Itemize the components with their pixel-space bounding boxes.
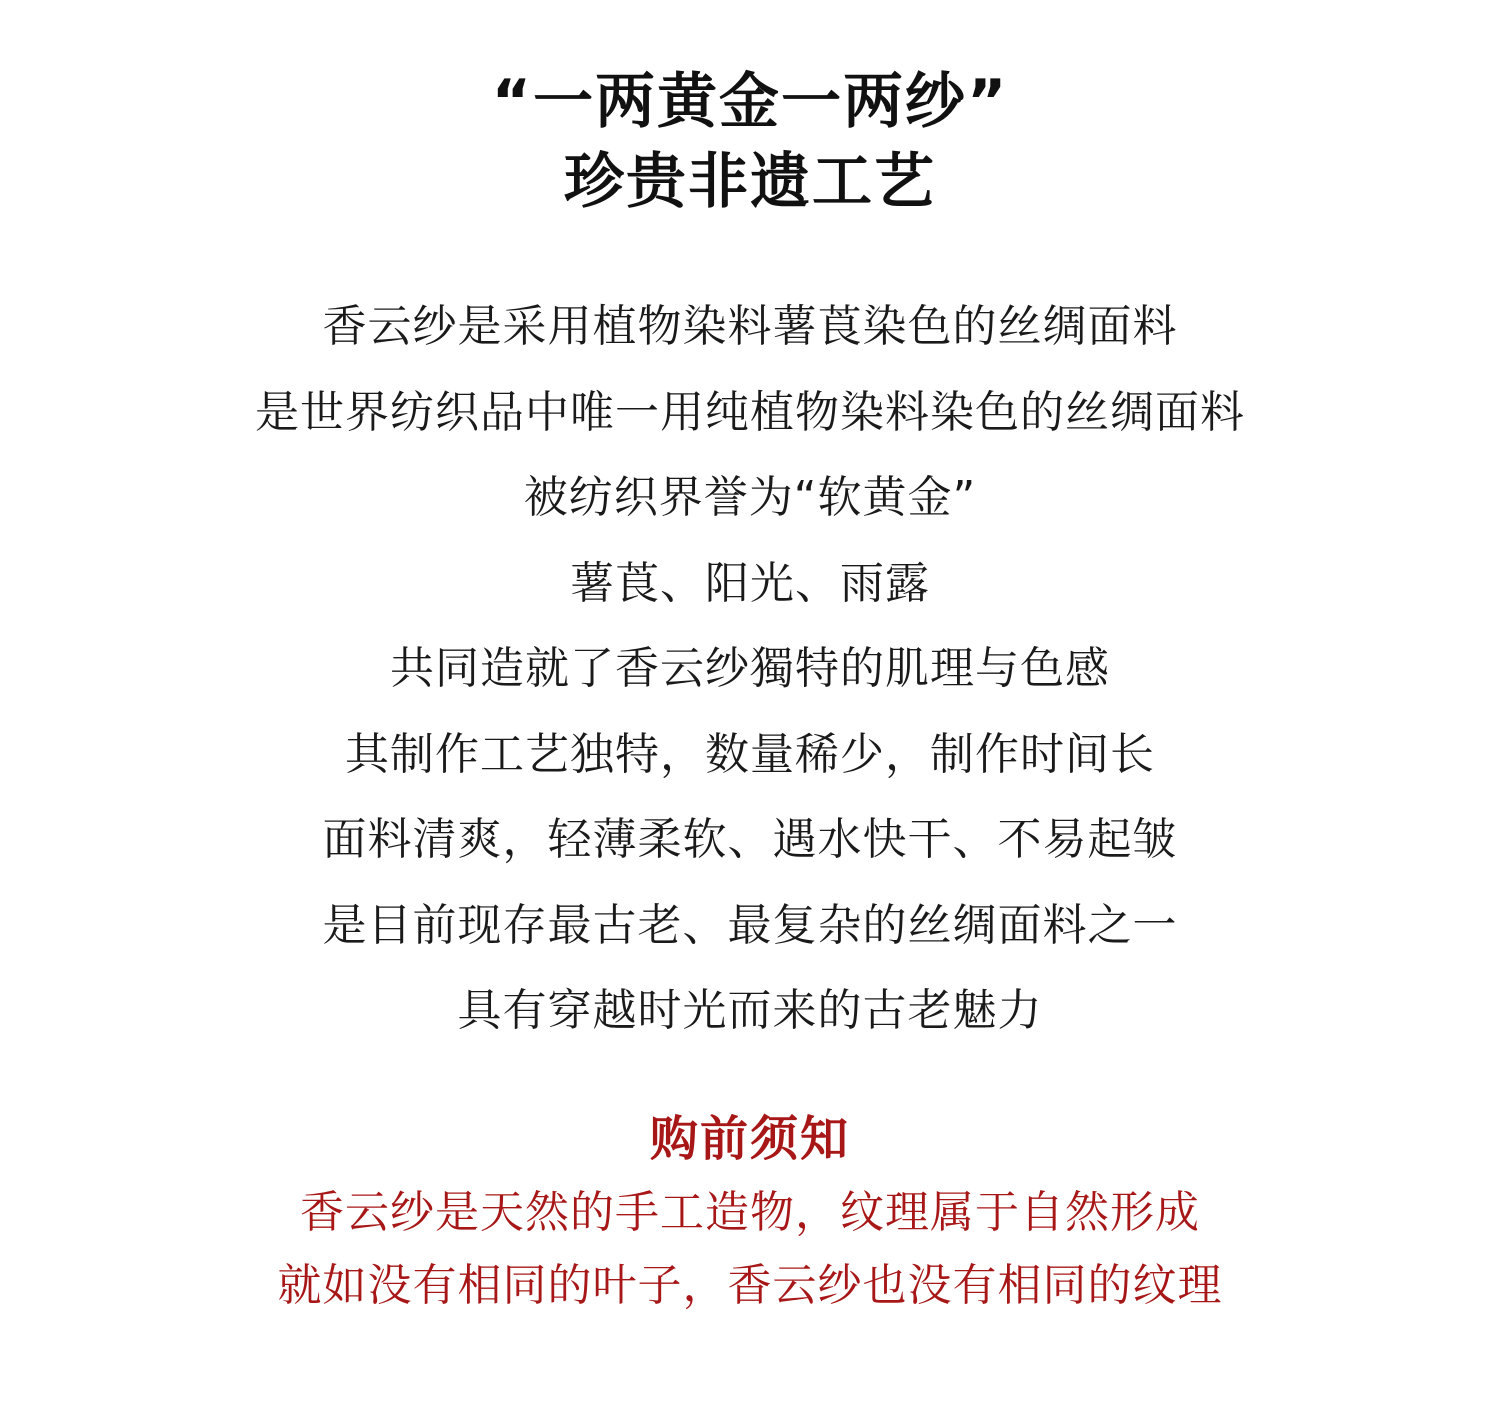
description-line: 薯莨、阳光、雨露 — [570, 557, 930, 609]
description-line: 面料清爽，轻薄柔软、遇水快干、不易起皱 — [322, 814, 1178, 865]
description — [0, 284, 1500, 1054]
heading — [0, 62, 1500, 222]
notice-title: 购前须知 — [649, 1111, 850, 1167]
notice-line: 香云纱是天然的手工造物，纹理属于自然形成 — [300, 1187, 1200, 1238]
description-line: 是目前现存最古老、最复杂的丝绸面料之一 — [322, 899, 1178, 951]
description-line: 具有穿越时光而来的古老魅力 — [457, 985, 1043, 1036]
description-line: 其制作工艺独特，数量稀少，制作时间长 — [345, 728, 1155, 780]
description-line: 共同造就了香云纱獨特的肌理与色感 — [390, 643, 1110, 694]
heading-line-1: “一两黄金一两纱” — [491, 67, 1009, 137]
notice-line: 就如没有相同的叶子，香云纱也没有相同的纹理 — [277, 1260, 1223, 1311]
description-line: 是世界纺织品中唯一用纯植物染料染色的丝绸面料 — [255, 386, 1245, 438]
description-line: 香云纱是采用植物染料薯莨染色的丝绸面料 — [322, 301, 1178, 352]
purchase-notice — [0, 1102, 1500, 1322]
heading-line-2: 珍贵非遗工艺 — [564, 147, 936, 217]
description-line: 被纺织界誉为“软黄金” — [523, 472, 977, 523]
